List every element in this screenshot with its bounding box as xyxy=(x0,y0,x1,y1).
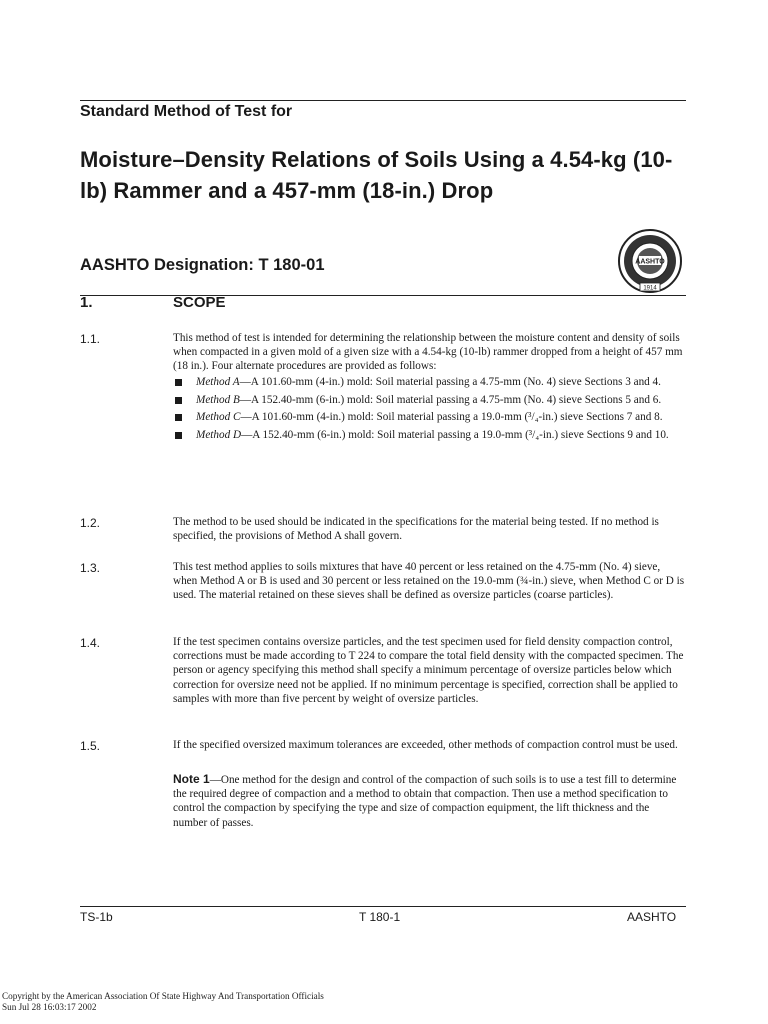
document-title: Moisture–Density Relations of Soils Using a 4.54-kg (10-lb) Rammer and a 457-mm (18-in.) Drop xyxy=(80,147,673,203)
svg-text:AASHTO: AASHTO xyxy=(635,258,665,266)
copyright-timestamp: Sun Jul 28 16:03:17 2002 xyxy=(2,1002,97,1012)
method-text: —A 101.60-mm (4-in.) mold: Soil material passing a 4.75-mm (No. 4) sieve Sections 3 and 4. xyxy=(239,376,661,388)
note-label: Note 1 xyxy=(173,772,210,786)
method-text: —A 152.40-mm (6-in.) mold: Soil material passing a 4.75-mm (No. 4) sieve Sections 5 and 6. xyxy=(239,393,662,406)
list-item xyxy=(173,394,685,408)
note-paragraph xyxy=(173,772,685,830)
paragraph-number: 1.2. xyxy=(80,516,101,530)
bullet-icon xyxy=(175,432,182,439)
copyright-line: Copyright by the American Association Of State Highway And Transportation Officials xyxy=(2,991,324,1001)
method-name: Method A xyxy=(196,376,240,388)
method-name: Method D xyxy=(196,428,242,441)
paragraph-text: If the specified oversized maximum tolerances are exceeded, other methods of compaction control must be used. xyxy=(173,739,678,751)
paragraph-number: 1.1. xyxy=(80,332,101,346)
list-item xyxy=(173,411,685,425)
method-list xyxy=(173,376,685,446)
method-text: —A 152.40-mm (6-in.) mold: Soil material passing a 19.0-mm (³/₄-in.) sieve Sections 9 and 10. xyxy=(241,428,669,441)
aashto-seal-icon xyxy=(617,228,683,294)
paragraph-number: 1.3. xyxy=(80,561,101,575)
paragraph-text: This test method applies to soils mixtures that have 40 percent or less retained on the 4.75-mm (No. 4) sieve, when Method A or B is used and 30 percent or less retained on the 19.0-mm (¾-in.) sieve, when Method C or D is used. The material retained on these sieves shall be defined as oversize particles (coarse particles). xyxy=(173,561,685,602)
method-text: —A 101.60-mm (4-in.) mold: Soil material passing a 19.0-mm (³/₄-in.) sieve Sections 7 and 8. xyxy=(240,411,663,423)
note-text: —One method for the design and control of the compaction of such soils is to use a test fill to determine the required degree of compaction and a method to obtain that compaction. Then use a method specification to control the compaction by specifying the type and size of compaction equipment, the lift thickness and the number of passes. xyxy=(173,774,677,829)
section-title: SCOPE xyxy=(173,294,226,311)
list-item xyxy=(173,376,685,390)
paragraph-number: 1.5. xyxy=(80,739,101,753)
method-name: Method B xyxy=(196,393,240,406)
header-top-rule xyxy=(80,100,686,101)
footer-left: TS-1b xyxy=(80,910,113,924)
paragraph-text: This method of test is intended for determining the relationship between the moisture content and density of soils when compacted in a given mold of a given size with a 4.54-kg (10-lb) rammer dropped from a height of 457 mm (18 in.). Four alternate procedures are provided as follows: xyxy=(173,332,683,373)
section-rule xyxy=(80,295,686,296)
section-number: 1. xyxy=(80,294,93,311)
bullet-icon xyxy=(175,414,182,421)
footer-page-number: T 180-1 xyxy=(359,910,401,924)
paragraph-text: If the test specimen contains oversize particles, and the test specimen used for field density compaction control, corrections must be made according to T 224 to compare the total field density with the compacted specimen. The person or agency specifying this method shall specify a minimum percentage of oversize particles below which correction for oversize need not be applied. If no minimum percentage is specified, correction shall be applied to samples with more than five percent by weight of oversize particles. xyxy=(173,636,684,705)
bullet-icon xyxy=(175,397,182,404)
footer-rule xyxy=(80,906,686,907)
copyright-notice xyxy=(2,991,324,1013)
bullet-icon xyxy=(175,379,182,386)
aashto-designation: AASHTO Designation: T 180-01 xyxy=(80,256,325,274)
paragraph-number: 1.4. xyxy=(80,636,101,650)
list-item xyxy=(173,429,685,443)
document-kicker: Standard Method of Test for xyxy=(80,103,293,120)
method-name: Method C xyxy=(196,411,241,423)
paragraph-text: The method to be used should be indicated in the specifications for the material being tested. If no method is specified, the provisions of Method A shall govern. xyxy=(173,516,659,543)
logo-year: 1914 xyxy=(643,285,657,292)
footer-right: AASHTO xyxy=(627,910,677,924)
